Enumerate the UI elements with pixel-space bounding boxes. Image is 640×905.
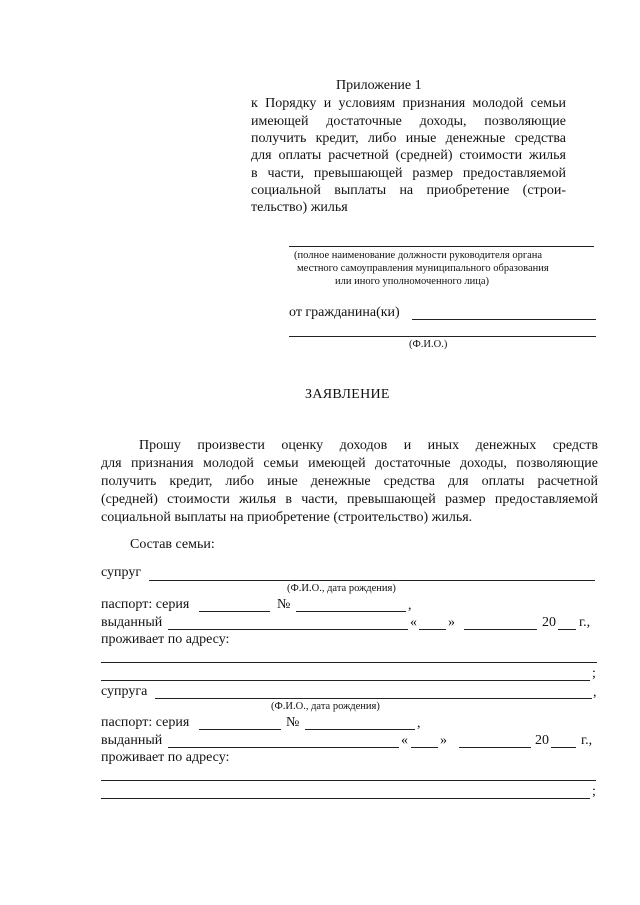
body-line-4: (средней) стоимости жилья в части, превышающей размер предоставляемой bbox=[101, 492, 598, 507]
wife-passport-series-line[interactable] bbox=[199, 729, 281, 730]
wife-name-caption: (Ф.И.О., дата рождения) bbox=[271, 701, 380, 712]
husband-name-caption: (Ф.И.О., дата рождения) bbox=[287, 583, 396, 594]
husband-issue-day-line[interactable] bbox=[419, 629, 446, 630]
body-line-1: Прошу произвести оценку доходов и иных денежных средств bbox=[139, 438, 598, 453]
husband-passport-comma: , bbox=[408, 598, 412, 613]
husband-passport-series-line[interactable] bbox=[199, 611, 270, 612]
body-line-2: для признания молодой семьи имеющей достаточные доходы, позволяющие bbox=[101, 456, 598, 471]
appendix-line-1: к Порядку и условиям признания молодой семьи bbox=[251, 96, 566, 111]
husband-name-line[interactable] bbox=[149, 580, 595, 581]
wife-year-suffix: г., bbox=[581, 733, 593, 748]
wife-issued-label: выданный bbox=[101, 733, 163, 748]
addressee-blank-line[interactable] bbox=[289, 246, 594, 247]
wife-quote-close: » bbox=[440, 733, 447, 748]
body-line-3: получить кредит, либо иные денежные средства для оплаты расчетной bbox=[101, 474, 598, 489]
addressee-caption-2: местного самоуправления муниципального образования bbox=[297, 263, 549, 274]
citizen-name-line[interactable] bbox=[412, 319, 596, 320]
wife-name-comma: , bbox=[593, 685, 597, 700]
document-title: ЗАЯВЛЕНИЕ bbox=[305, 387, 390, 402]
wife-address-semicolon: ; bbox=[592, 784, 596, 799]
wife-quote-open: « bbox=[401, 733, 408, 748]
appendix-title: Приложение 1 bbox=[336, 78, 422, 93]
husband-quote-open: « bbox=[410, 615, 417, 630]
wife-address-label: проживает по адресу: bbox=[101, 750, 230, 765]
wife-name-line[interactable] bbox=[155, 698, 592, 699]
husband-label: супруг bbox=[101, 565, 142, 580]
addressee-caption-1: (полное наименование должности руководителя органа bbox=[294, 250, 543, 261]
wife-number-sign: № bbox=[286, 715, 300, 730]
wife-address-line-2[interactable] bbox=[101, 798, 590, 799]
husband-quote-close: » bbox=[448, 615, 455, 630]
wife-label: супруга bbox=[101, 684, 148, 699]
family-heading: Состав семьи: bbox=[130, 537, 215, 552]
appendix-line-6: социальной выплаты на приобретение (строи- bbox=[251, 183, 566, 198]
husband-passport-label: паспорт: серия bbox=[101, 597, 190, 612]
husband-address-label: проживает по адресу: bbox=[101, 632, 230, 647]
wife-issue-day-line[interactable] bbox=[411, 747, 438, 748]
husband-address-line-1[interactable] bbox=[101, 662, 597, 663]
appendix-line-7: тельство) жилья bbox=[251, 200, 348, 215]
wife-passport-comma: , bbox=[417, 716, 421, 731]
wife-passport-number-line[interactable] bbox=[305, 729, 415, 730]
appendix-line-2: имеющей достаточные доходы, позволяющие bbox=[251, 114, 566, 129]
husband-address-line-2[interactable] bbox=[101, 680, 590, 681]
body-line-5: социальной выплаты на приобретение (строительство) жилья. bbox=[101, 510, 473, 525]
husband-address-semicolon: ; bbox=[592, 666, 596, 681]
wife-issue-month-line[interactable] bbox=[459, 747, 531, 748]
husband-issued-by-line[interactable] bbox=[168, 629, 408, 630]
wife-issue-year-line[interactable] bbox=[551, 747, 576, 748]
wife-address-line-1[interactable] bbox=[101, 780, 596, 781]
husband-passport-number-line[interactable] bbox=[296, 611, 406, 612]
addressee-caption-3: или иного уполномоченного лица) bbox=[335, 276, 490, 287]
citizen-name-line-2[interactable] bbox=[289, 336, 596, 337]
husband-number-sign: № bbox=[277, 597, 291, 612]
appendix-line-3: получить кредит, либо иные денежные средства bbox=[251, 131, 566, 146]
husband-issued-label: выданный bbox=[101, 615, 163, 630]
wife-passport-label: паспорт: серия bbox=[101, 715, 190, 730]
wife-issued-by-line[interactable] bbox=[168, 747, 399, 748]
husband-year-prefix: 20 bbox=[542, 615, 556, 630]
husband-issue-year-line[interactable] bbox=[558, 629, 576, 630]
husband-issue-month-line[interactable] bbox=[464, 629, 537, 630]
husband-year-suffix: г., bbox=[579, 615, 591, 630]
appendix-line-4: для оплаты расчетной (средней) стоимости жилья bbox=[251, 148, 566, 163]
wife-year-prefix: 20 bbox=[535, 733, 549, 748]
from-citizen-label: от гражданина(ки) bbox=[289, 305, 400, 320]
appendix-line-5: в части, превышающей размер предоставляемой bbox=[251, 166, 566, 181]
fio-caption: (Ф.И.О.) bbox=[409, 339, 448, 350]
